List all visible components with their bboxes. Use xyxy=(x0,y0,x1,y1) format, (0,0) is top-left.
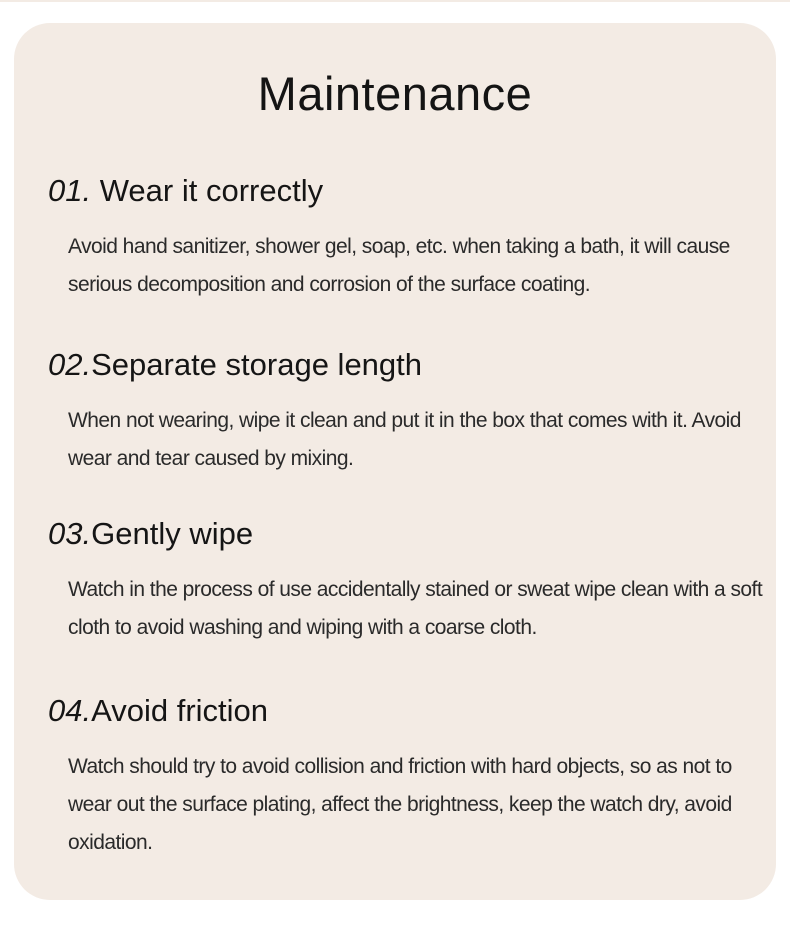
section-number: 01. xyxy=(48,173,92,208)
section-title: Wear it correctly xyxy=(91,173,324,208)
section-number: 02. xyxy=(48,347,92,382)
section-heading xyxy=(48,172,768,210)
section-separate-storage xyxy=(48,346,768,478)
section-title: Avoid friction xyxy=(91,693,269,728)
section-body: Avoid hand sanitizer, shower gel, soap, etc. when taking a bath, it will cause serious decomposition and corrosion of the surface coating. xyxy=(68,235,730,296)
section-wear-correctly xyxy=(48,172,768,304)
section-body: Watch in the process of use accidentally stained or sweat wipe clean with a soft cloth to avoid washing and wiping with a coarse cloth. xyxy=(68,578,763,639)
section-gently-wipe xyxy=(48,515,768,647)
top-divider xyxy=(0,0,790,2)
section-number: 03. xyxy=(48,516,92,551)
section-title: Gently wipe xyxy=(91,516,254,551)
section-body: When not wearing, wipe it clean and put it in the box that comes with it. Avoid wear and tear caused by mixing. xyxy=(68,409,741,470)
section-avoid-friction xyxy=(48,692,768,862)
section-body: Watch should try to avoid collision and friction with hard objects, so as not to wear out the surface plating, affect the brightness, keep the watch dry, avoid oxidation. xyxy=(68,755,732,854)
section-heading xyxy=(48,346,768,384)
page-title: Maintenance xyxy=(257,67,533,120)
section-number: 04. xyxy=(48,693,92,728)
section-heading xyxy=(48,515,768,553)
section-title: Separate storage length xyxy=(91,347,423,382)
section-heading xyxy=(48,692,768,730)
